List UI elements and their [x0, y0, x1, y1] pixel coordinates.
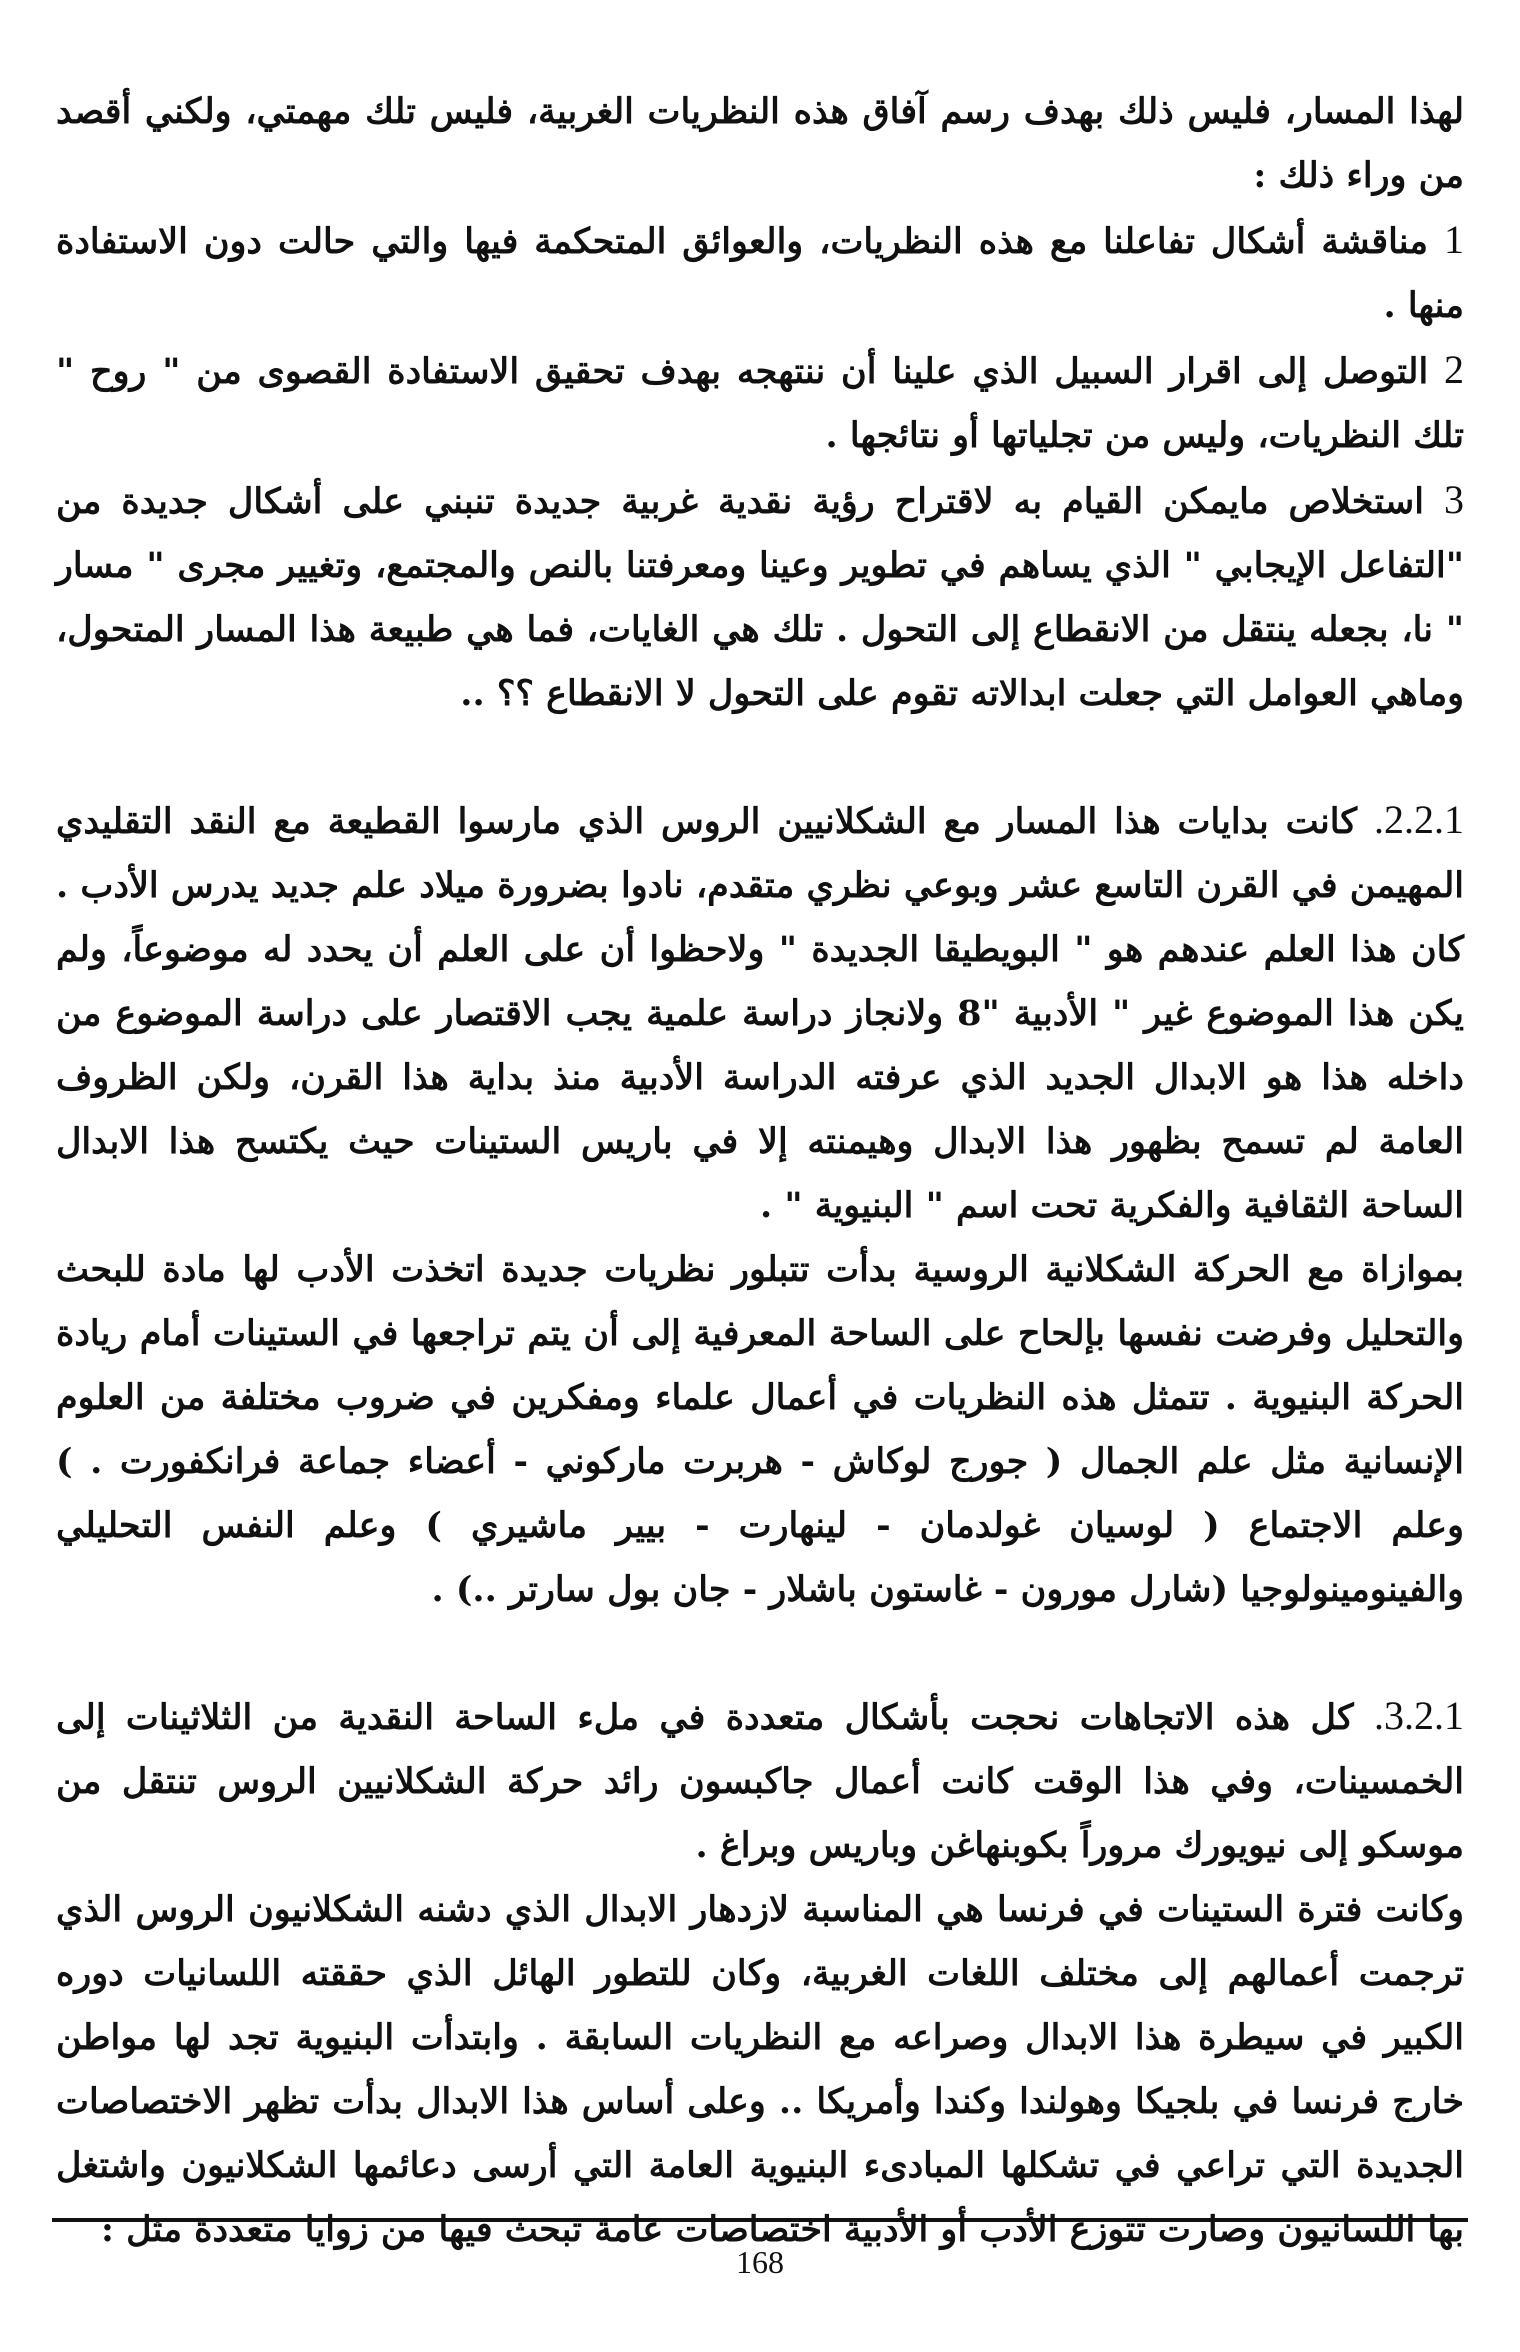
list-item-text: استخلاص مايمكن القيام به لاقتراح رؤية نقدية غربية جديدة تنبني على أشكال جديدة من "التفاعل الإيجابي " الذي يساهم في تطوير وعينا ومعرفتنا بالنص والمجتمع، وتغيير مجرى " مسار " نا، بجعله ينتقل من الانقطاع إلى التحول . تلك هي الغايات، فما هي طبيعة هذا المسار المتحول، وماهي العوامل التي جعلت ابدالاته تقوم على التحول لا الانقطاع ؟؟ .. [56, 481, 1464, 714]
spacer [56, 726, 1464, 788]
footer-divider [52, 2218, 1468, 2222]
section-number: 3.2.1. [1374, 1693, 1464, 1738]
list-item-number: 3 [1444, 477, 1464, 522]
section-2-2-1-paragraph [56, 788, 1464, 1238]
list-item-text: التوصل إلى اقرار السبيل الذي علينا أن ننتهجه بهدف تحقيق الاستفادة القصوى من " روح " تلك النظريات، وليس من تجلياتها أو نتائجها . [56, 351, 1464, 456]
section-3-2-1-paragraph [56, 1684, 1464, 1878]
section-3-2-1-paragraph-2: وكانت فترة الستينات في فرنسا هي المناسبة لازدهار الابدال الذي دشنه الشكلانيون الروس الذي ترجمت أعمالهم إلى مختلف اللغات الغربية، وكان للتطور الهائل الذي حققته اللسانيات دوره الكبير في سيطرة هذا الابدال وصراعه مع النظريات السابقة . وابتدأت البنيوية تجد لها مواطن خارج فرنسا في بلجيكا وهولندا وكندا وأمريكا .. وعلى أساس هذا الابدال بدأت تظهر الاختصاصات الجديدة التي تراعي في تشكلها المبادىء البنيوية العامة التي أرسى دعائمها الشكلانيون واشتغل بها اللسانيون وصارت تتوزع الأدب أو الأدبية اختصاصات عامة تبحث فيها من زوايا متعددة مثل : [56, 1889, 1464, 2250]
section-2-2-1-paragraph-2: بموازاة مع الحركة الشكلانية الروسية بدأت تتبلور نظريات جديدة اتخذت الأدب لها مادة للبحث والتحليل وفرضت نفسها بإلحاح على الساحة المعرفية إلى أن يتم تراجعها في الستينات أمام ريادة الحركة البنيوية . تتمثل هذه النظريات في أعمال علماء ومفكرين في ضروب مختلفة من العلوم الإنسانية مثل علم الجمال ( جورج لوكاش - هربرت ماركوني - أعضاء جماعة فرانكفورت . ) وعلم الاجتماع ( لوسيان غولدمان - لينهارت - بيير ماشيري ) وعلم النفس التحليلي والفينومينولوجيا (شارل مورون - غاستون باشلار - جان بول سارتر ..) . [56, 1249, 1464, 1610]
page-number: 168 [736, 2244, 784, 2280]
page-body [56, 80, 1464, 2262]
section-number: 2.2.1. [1374, 797, 1464, 842]
list-item-number: 1 [1444, 217, 1464, 262]
list-item [56, 338, 1464, 468]
list-item-text: مناقشة أشكال تفاعلنا مع هذه النظريات، والعوائق المتحكمة فيها والتي حالت دون الاستفادة منها . [56, 221, 1464, 326]
section-text: كل هذه الاتجاهات نحجت بأشكال متعددة في ملء الساحة النقدية من الثلاثينات إلى الخمسينات، وفي هذا الوقت كانت أعمال جاكبسون رائد حركة الشكلانيين الروس تنتقل من موسكو إلى نيويورك مروراً بكوبنهاغن وباريس وبراغ . [56, 1697, 1464, 1866]
list-item [56, 468, 1464, 726]
section-text: كانت بدايات هذا المسار مع الشكلانيين الروس الذي مارسوا القطيعة مع النقد التقليدي المهيمن في القرن التاسع عشر وبوعي نظري متقدم، نادوا بضرورة ميلاد علم جديد يدرس الأدب . كان هذا العلم عندهم هو " البويطيقا الجديدة " ولاحظوا أن على العلم أن يحدد له موضوعاً، ولم يكن هذا الموضوع غير " الأدبية "8 ولانجاز دراسة علمية يجب الاقتصار على دراسة الموضوع من داخله هذا هو الابدال الجديد الذي عرفته الدراسة الأدبية منذ بداية هذا القرن، ولكن الظروف العامة لم تسمح بظهور هذا الابدال وهيمنته إلا في باريس الستينات حيث يكتسح هذا الابدال الساحة الثقافية والفكرية تحت اسم " البنيوية " . [56, 801, 1464, 1226]
list-item-number: 2 [1444, 347, 1464, 392]
list-item [56, 208, 1464, 338]
spacer [56, 1622, 1464, 1684]
intro-paragraph: لهذا المسار، فليس ذلك بهدف رسم آفاق هذه النظريات الغربية، فليس تلك مهمتي، ولكني أقصد من وراء ذلك : [56, 91, 1464, 196]
